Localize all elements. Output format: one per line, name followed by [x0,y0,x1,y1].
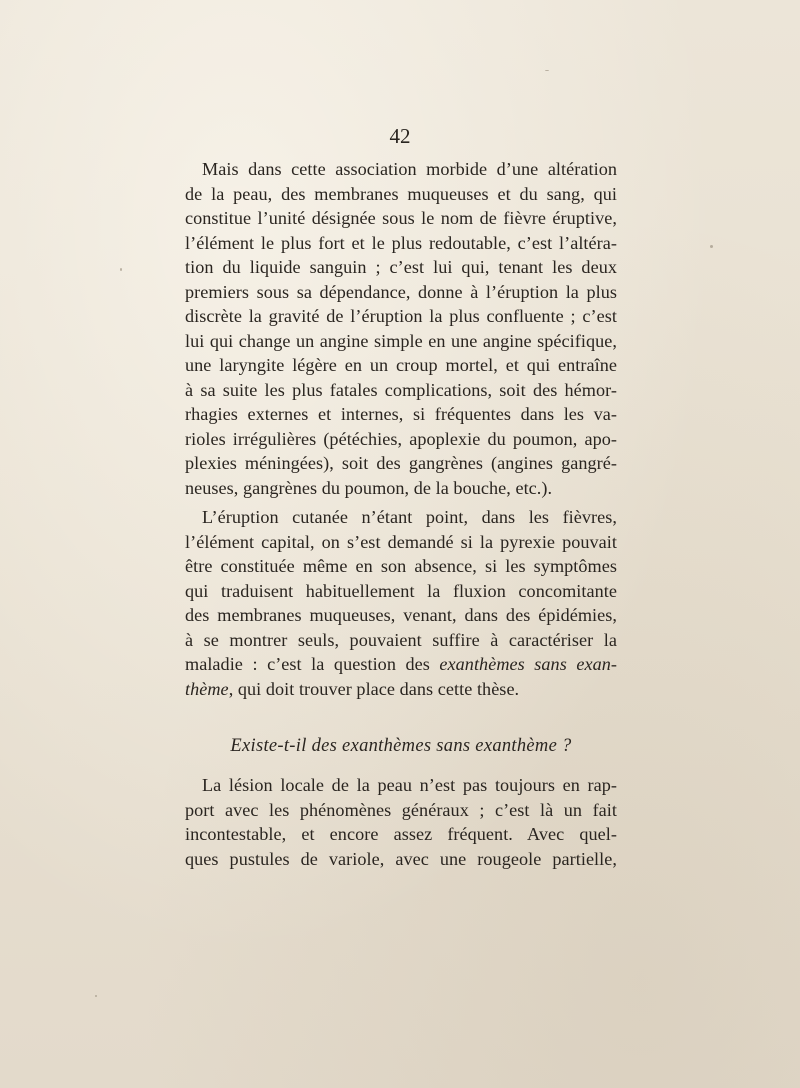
paragraph-1 [185,157,617,500]
text-line: à sa suite les plus fatales complications, soit des hémor- [185,379,617,400]
text-line: des membranes muqueuses, venant, dans des épidémies, [185,605,617,625]
text-line: à se montrer seuls, pouvaient suffire à caractériser la [185,629,617,650]
text-line: constitue l’unité désignée sous le nom de fièvre éruptive, [185,208,617,228]
text-line: qui traduisent habituellement la fluxion concomitante [185,580,617,601]
paper-speck [120,268,122,271]
paper-speck [545,70,549,71]
text-line: l’élément le plus fort et le plus redoutable, c’est l’altéra- [185,232,617,253]
text-line: de la peau, des membranes muqueuses et du sang, qui [185,183,617,204]
text-line: rioles irrégulières (pétéchies, apoplexie du poumon, apo- [185,428,617,449]
section-heading: Existe-t-il des exanthèmes sans exanthème ? [230,736,572,756]
text-line: être constituée même en son absence, si les symptômes [185,556,617,576]
italic-term: exanthèmes sans exan- [439,654,617,674]
text-run: , qui doit trouver place dans cette thèse. [228,678,520,699]
text-line: l’élément capital, on s’est demandé si la pyrexie pouvait [185,531,617,552]
text-line [185,677,617,702]
paper-speck [710,245,713,248]
text-line: port avec les phénomènes généraux ; c’est là un fait [185,799,617,820]
text-line: une laryngite légère en un croup mortel, et qui entraîne [185,355,617,375]
text-line: Mais dans cette association morbide d’une altération [202,159,617,179]
text-line: La lésion locale de la peau n’est pas toujours en rap- [202,775,617,795]
text-run: maladie : c’est la question des [185,654,440,674]
text-line: incontestable, et encore assez fréquent. Avec quel- [185,824,617,844]
text-line: rhagies externes et internes, si fréquentes dans les va- [185,404,617,424]
text-line: discrète la gravité de l’éruption la plus confluente ; c’est [185,306,617,326]
page-number: 42 [389,124,411,148]
text-line: plexies méningées), soit des gangrènes (angines gangré- [185,453,617,473]
text-line [185,652,617,677]
paragraph-2 [185,505,617,701]
text-line: premiers sous sa dépendance, donne à l’éruption la plus [185,281,617,302]
text-line: neuses, gangrènes du poumon, de la bouche, etc.). [185,477,553,498]
text-line: lui qui change un angine simple en une angine spécifique, [185,330,617,351]
text-line: ques pustules de variole, avec une rougeole partielle, [185,848,617,869]
italic-term: thème [185,678,229,699]
paragraph-3 [185,773,617,871]
text-line: L’éruption cutanée n’étant point, dans les fièvres, [202,507,617,527]
text-line: tion du liquide sanguin ; c’est lui qui, tenant les deux [185,257,617,277]
paper-speck [95,995,97,997]
